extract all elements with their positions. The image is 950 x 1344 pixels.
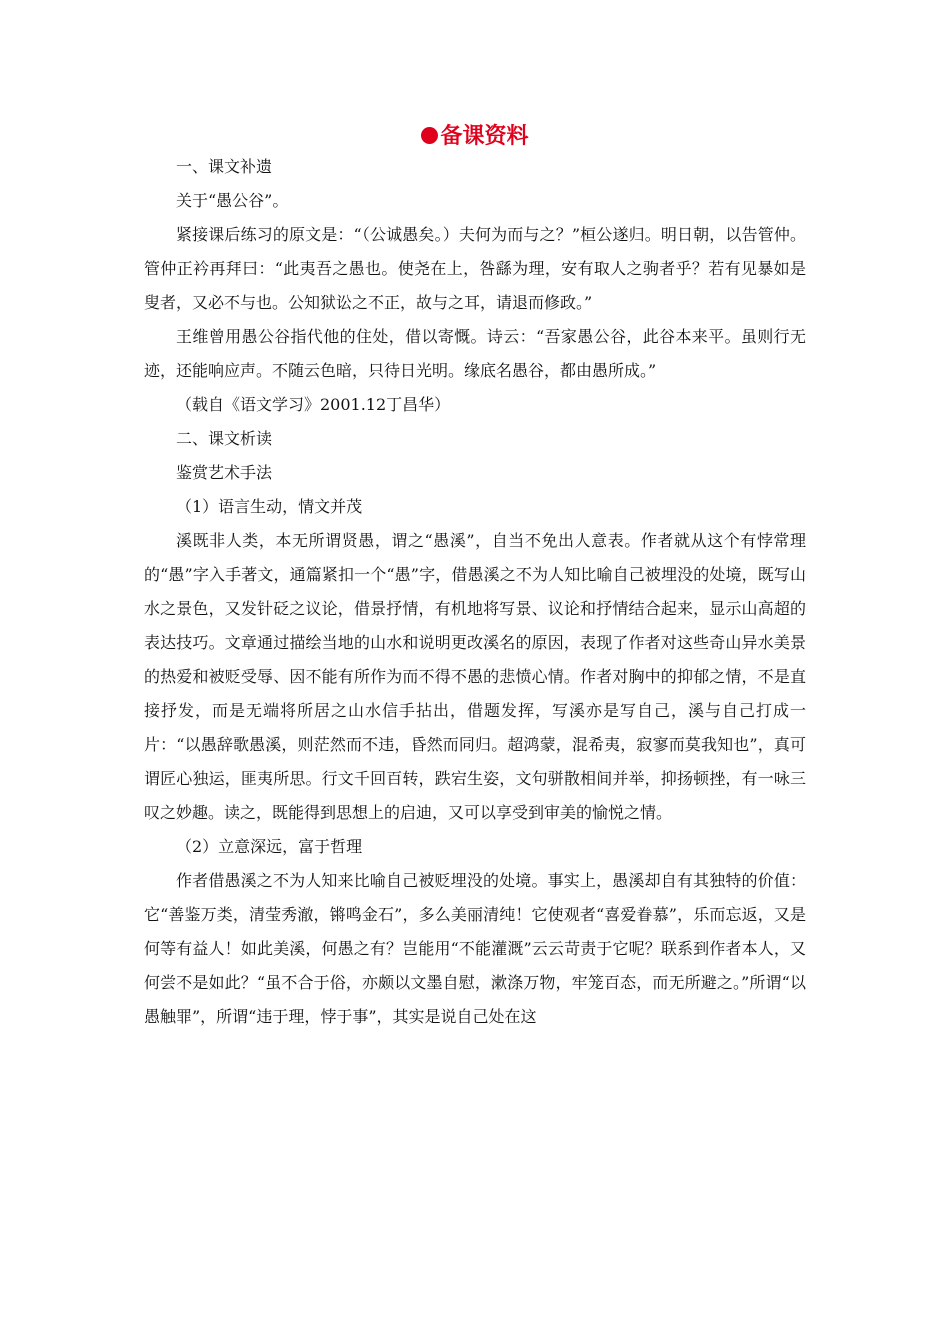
paragraph-point-1-body: 溪既非人类，本无所谓贤愚，谓之“愚溪”，自当不免出人意表。作者就从这个有悖常理的“愚”字入手著文，通篇紧扣一个“愚”字，借愚溪之不为人知比喻自己被埋没的处境，既写山水之景色，又发针砭之议论，借景抒情，有机地将写景、议论和抒情结合起来，显示山高超的表达技巧。文章通过描绘当地的山水和说明更改溪名的原因，表现了作者对这些奇山异水美景的热爱和被贬受辱、因不能有所作为而不得不愚的悲愤心情。作者对胸中的抑郁之情，不是直接抒发，而是无端将所居之山水信手拈出，借题发挥，写溪亦是写自己，溪与自己打成一片：“以愚辞歌愚溪，则茫然而不违，昏然而同归。超鸿蒙，混希夷，寂寥而莫我知也”，真可谓匠心独运，匪夷所思。行文千回百转，跌宕生姿，文句骈散相间并举，抑扬顿挫，有一咏三叹之妙趣。读之，既能得到思想上的启迪，又可以享受到审美的愉悦之情。 (144, 531, 806, 822)
subheading-art-techniques: 鉴赏艺术手法 (176, 463, 273, 482)
section-heading-1: 一、课文补遗 (176, 157, 273, 176)
subheading-point-1: （1）语言生动，情文并茂 (176, 497, 363, 516)
page-title (0, 122, 950, 152)
bullet-dot-icon (421, 127, 438, 144)
page-title-text: 备课资料 (440, 124, 529, 149)
paragraph-point-2-body: 作者借愚溪之不为人知来比喻自己被贬埋没的处境。事实上，愚溪却自有其独特的价值：它“善鉴万类，清莹秀澈，锵鸣金石”，多么美丽清纯！它使观者“喜爱眷慕”，乐而忘返，又是何等有益人！如此美溪，何愚之有？岂能用“不能灌溉”云云苛责于它呢？联系到作者本人，又何尝不是如此？“虽不合于俗，亦颇以文墨自慰，漱涤万物，牢笼百态，而无所避之。”所谓“以愚触罪”，所谓“违于理，悖于事”，其实是说自己处在这 (144, 871, 806, 1026)
paragraph-source-note: （载自《语文学习》2001.12丁昌华） (176, 395, 451, 414)
subheading-point-2: （2）立意深远，富于哲理 (176, 837, 363, 856)
section-heading-2: 二、课文析读 (176, 429, 273, 448)
document-body (144, 150, 806, 1034)
paragraph-original-text: 紧接课后练习的原文是：“（公诚愚矣。）夫何为而与之？”桓公遂归。明日朝，以告管仲。管仲正衿再拜曰：“此夷吾之愚也。使尧在上，咎繇为理，安有取人之驹者乎？若有见暴如是叟者，又必不与也。公知狱讼之不正，故与之耳，请退而修政。” (144, 225, 806, 312)
paragraph-wangwei-poem: 王维曾用愚公谷指代他的住处，借以寄慨。诗云：“吾家愚公谷，此谷本来平。虽则行无迹，还能响应声。不随云色暗，只待日光明。缘底名愚谷，都由愚所成。” (144, 327, 806, 380)
paragraph-about-yugonggu: 关于“愚公谷”。 (176, 191, 289, 210)
